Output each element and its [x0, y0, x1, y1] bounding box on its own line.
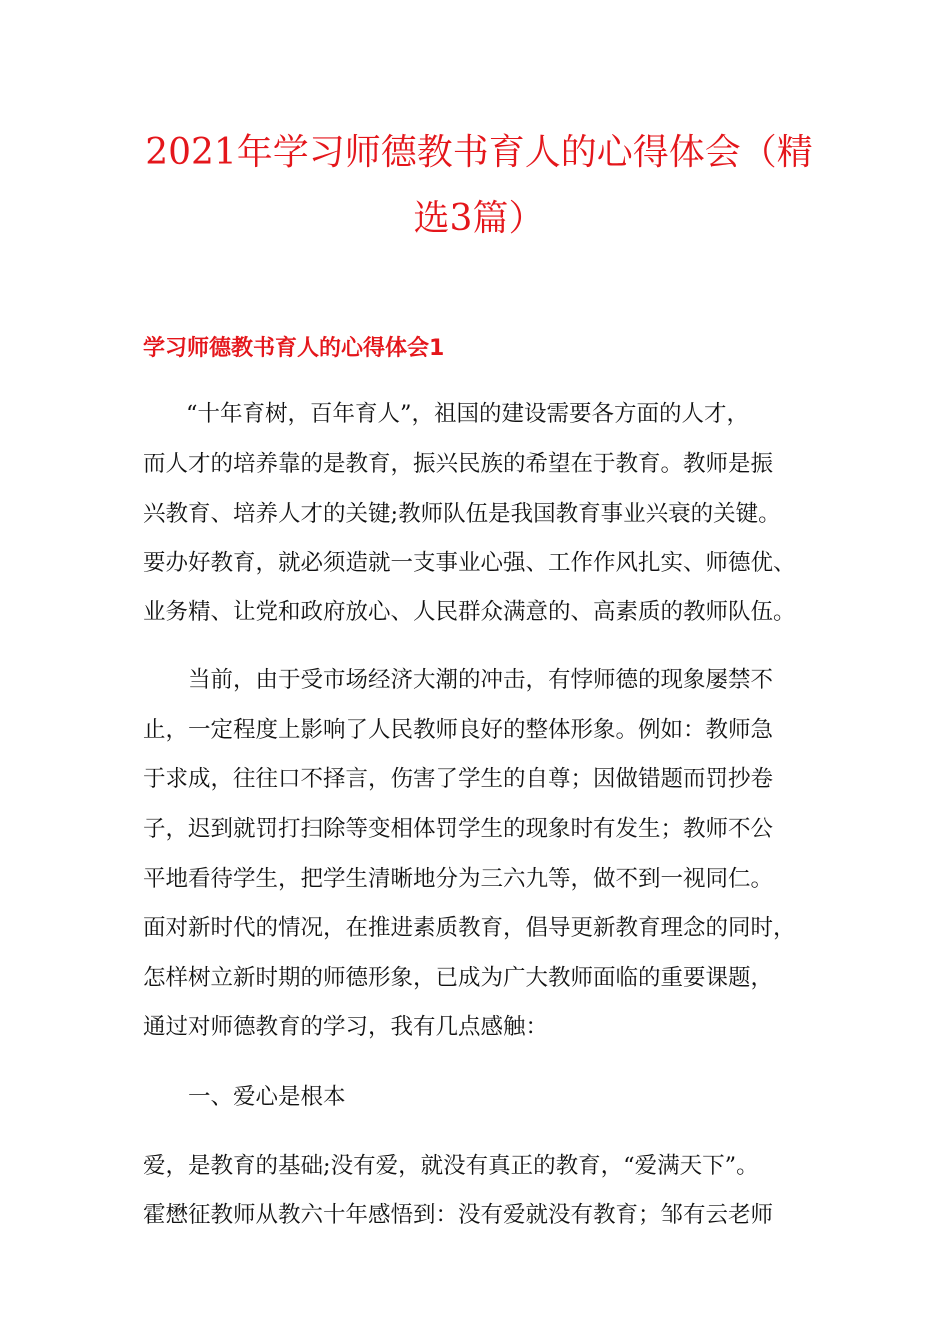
paragraph-2-line-8: 通过对师德教育的学习，我有几点感触： — [143, 1014, 549, 1040]
document-title-line-2: 选3篇） — [413, 198, 545, 239]
paragraph-2-line-2: 止，一定程度上影响了人民教师良好的整体形象。例如：教师急 — [143, 717, 774, 743]
paragraph-1-line-3: 兴教育、培养人才的关键;教师队伍是我国教育事业兴衰的关键。 — [143, 501, 781, 527]
paragraph-2-line-1: 当前，由于受市场经济大潮的冲击，有悖师德的现象屡禁不 — [188, 667, 774, 693]
subheading-love: 一、爱心是根本 — [188, 1084, 346, 1110]
paragraph-1-line-4: 要办好教育，就必须造就一支事业心强、工作作风扎实、师德优、 — [143, 550, 796, 576]
paragraph-3-line-1: 爱，是教育的基础;没有爱，就没有真正的教育，“爱满天下”。 — [143, 1153, 759, 1179]
paragraph-1-line-5: 业务精、让党和政府放心、人民群众满意的、高素质的教师队伍。 — [143, 599, 796, 625]
paragraph-1-line-2: 而人才的培养靠的是教育，振兴民族的希望在于教育。教师是振 — [143, 451, 774, 477]
paragraph-1-line-1: “十年育树，百年育人”，祖国的建设需要各方面的人才， — [186, 401, 750, 427]
paragraph-2-line-6: 面对新时代的情况，在推进素质教育，倡导更新教育理念的同时， — [143, 915, 796, 941]
document-title-line-1: 2021年学习师德教书育人的心得体会（精 — [145, 132, 813, 173]
paragraph-2-line-4: 子，迟到就罚打扫除等变相体罚学生的现象时有发生；教师不公 — [143, 816, 774, 842]
paragraph-3-line-2: 霍懋征教师从教六十年感悟到：没有爱就没有教育；邹有云老师 — [143, 1202, 774, 1228]
paragraph-2-line-7: 怎样树立新时期的师德形象，已成为广大教师面临的重要课题， — [143, 965, 774, 991]
paragraph-2-line-5: 平地看待学生，把学生清晰地分为三六九等，做不到一视同仁。 — [143, 866, 774, 892]
paragraph-2-line-3: 于求成，往往口不择言，伤害了学生的自尊；因做错题而罚抄卷 — [143, 766, 774, 792]
section-heading: 学习师德教书育人的心得体会1 — [143, 336, 445, 361]
